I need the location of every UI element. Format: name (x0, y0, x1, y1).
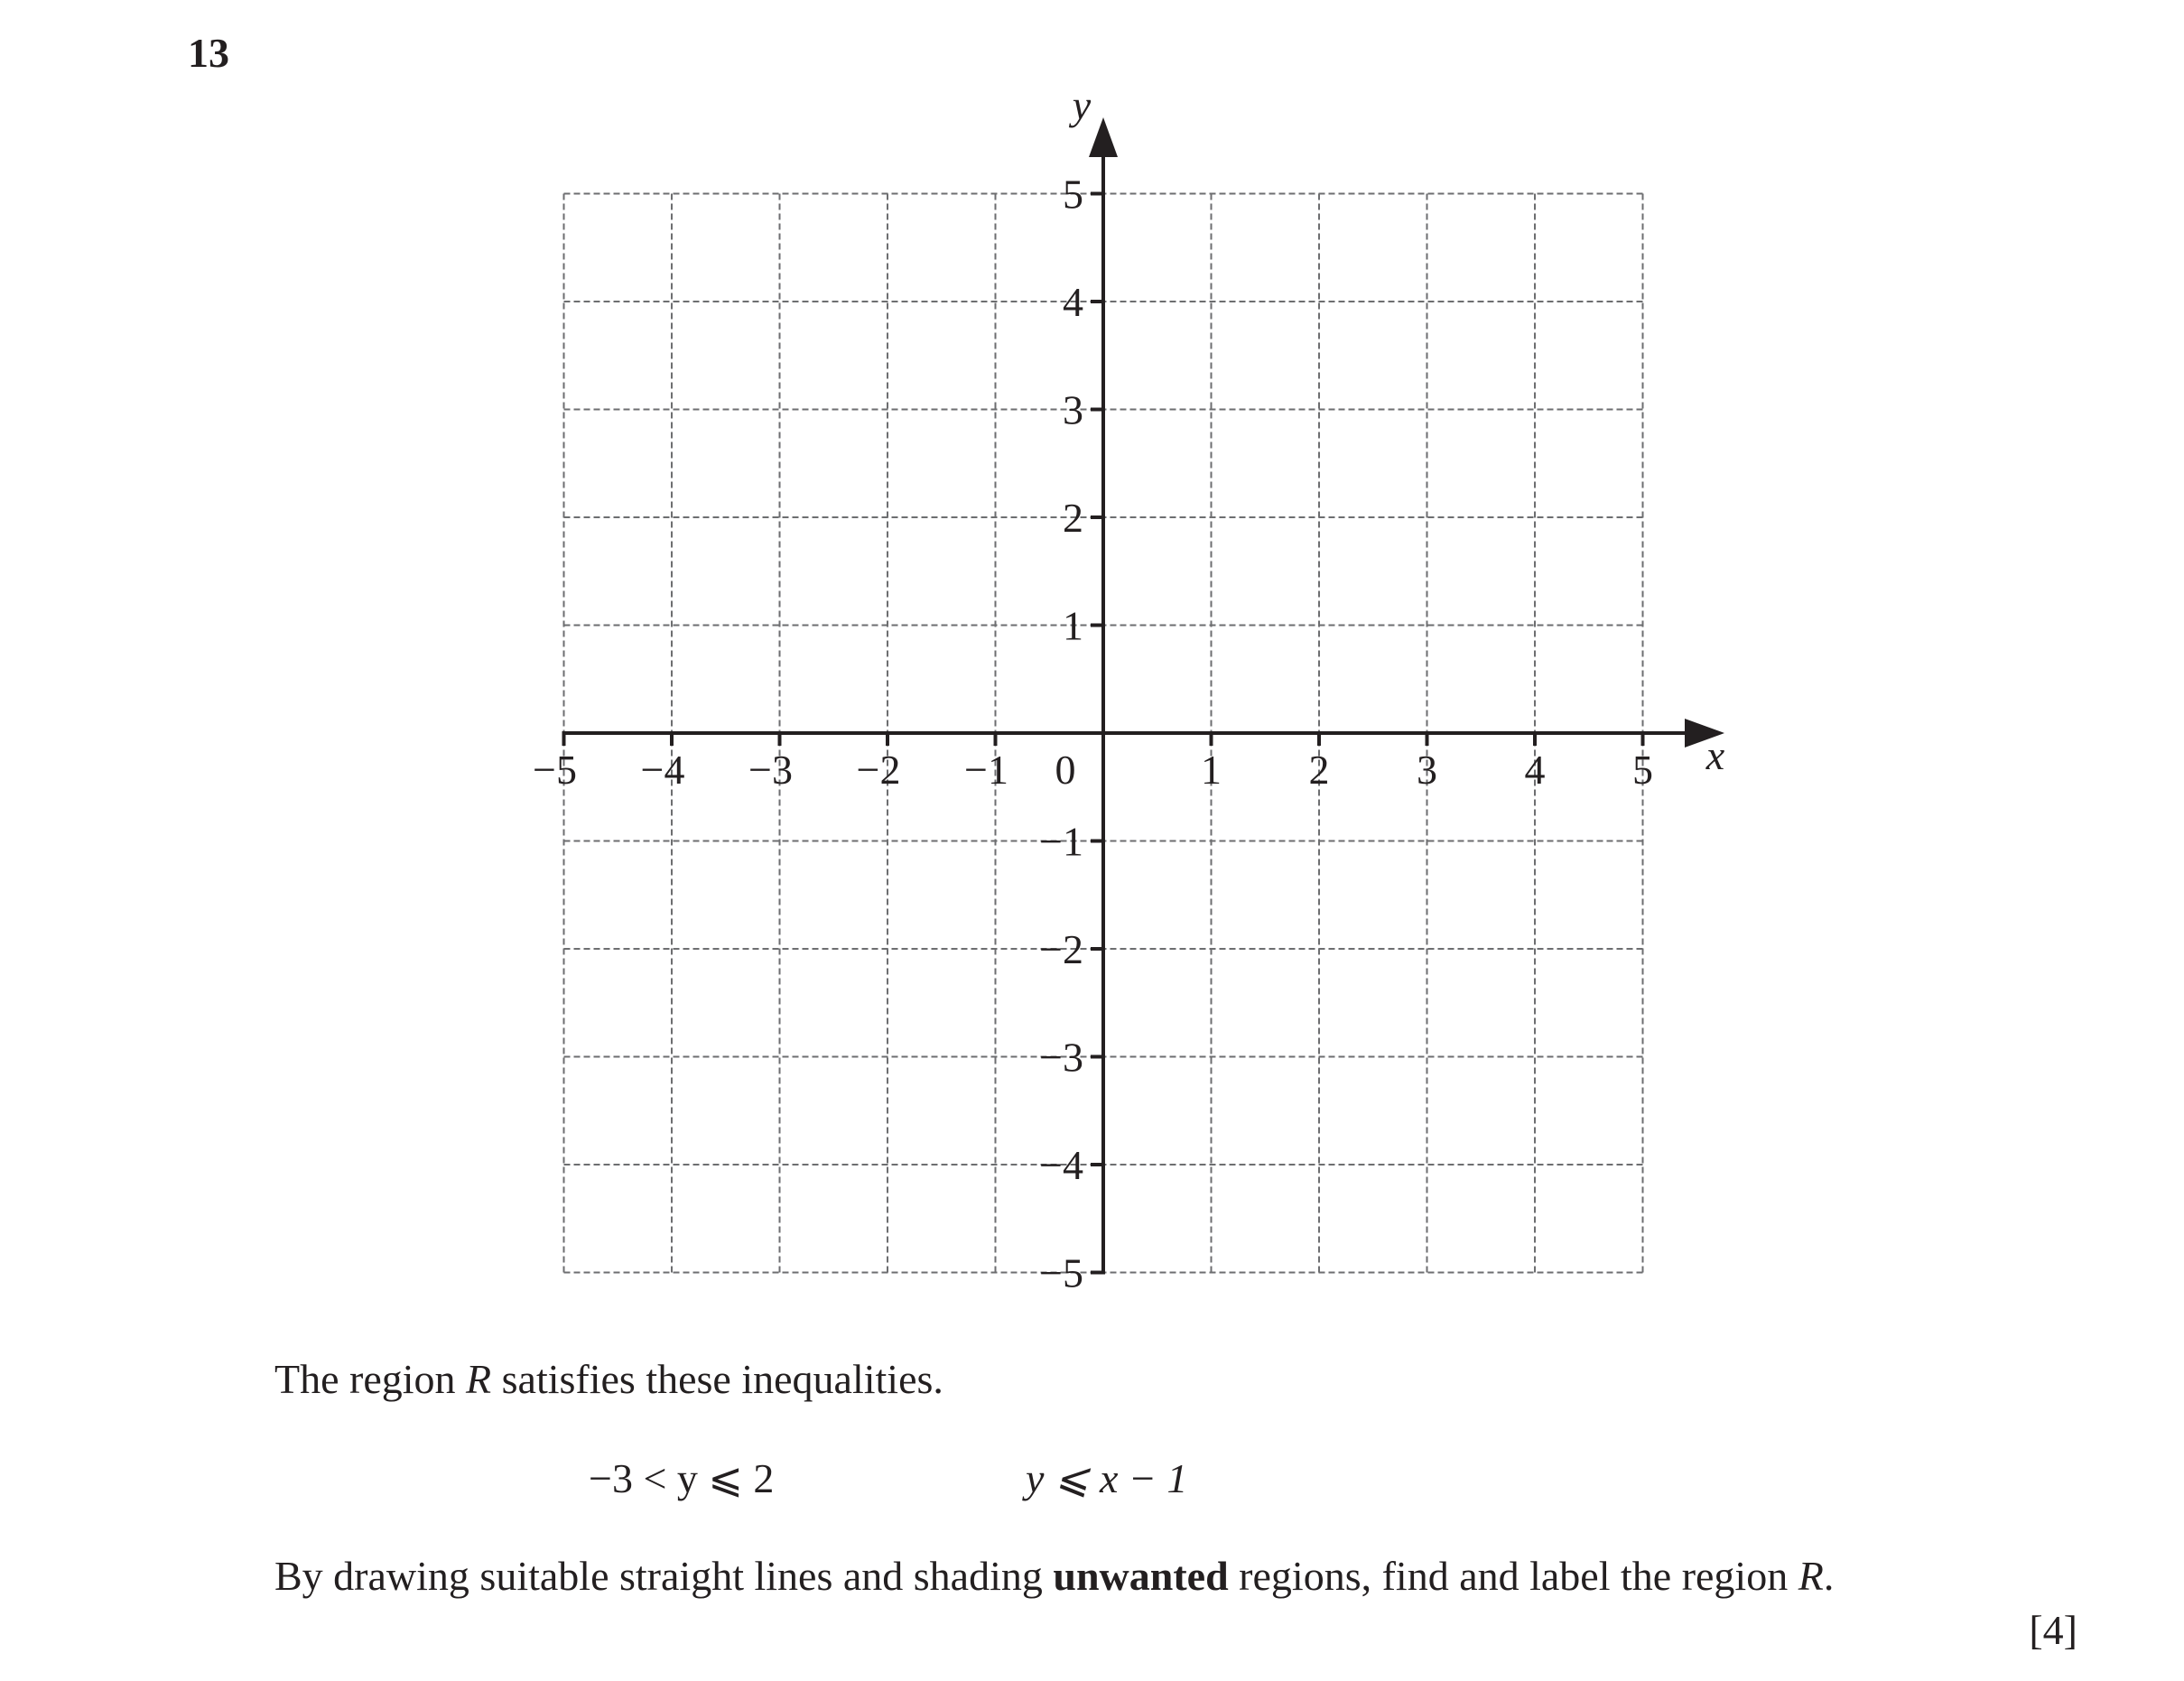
instruction-emphasis: unwanted (1053, 1553, 1229, 1599)
y-tick-label: −5 (1039, 1249, 1083, 1296)
axes (562, 117, 1725, 1275)
x-tick-label: 3 (1417, 747, 1437, 793)
y-tick-label: 1 (1063, 602, 1083, 649)
x-tick-label: 1 (1201, 747, 1222, 793)
y-tick-label: 3 (1063, 386, 1083, 433)
region-variable: R (1798, 1553, 1824, 1599)
x-tick-label: −5 (533, 747, 577, 793)
instruction-text (274, 1551, 1834, 1601)
x-axis-label: x (1705, 732, 1725, 778)
x-tick-label: 2 (1308, 747, 1330, 793)
inequality-2: y ⩽ x − 1 (1026, 1455, 1188, 1501)
marks-label: [4] (2029, 1607, 2077, 1653)
y-tick-label: −1 (1039, 818, 1083, 865)
y-axis-label: y (1072, 82, 1092, 128)
instruction-text-part: By drawing suitable straight lines and shading (274, 1553, 1054, 1599)
y-tick-label: 5 (1063, 171, 1083, 218)
y-tick-label: −3 (1039, 1034, 1083, 1081)
question-number: 13 (188, 30, 229, 76)
x-tick-label: −3 (748, 747, 793, 793)
x-tick-labels (533, 747, 1653, 793)
x-tick-label: 5 (1632, 747, 1653, 793)
intro-text-part: The region (274, 1356, 467, 1402)
x-tick-label: −1 (964, 747, 1008, 793)
x-tick-label: −2 (856, 747, 901, 793)
intro-text (274, 1354, 943, 1404)
region-variable: R (466, 1356, 492, 1402)
intro-text-part: satisfies these inequalities. (491, 1356, 943, 1402)
y-tick-label: 2 (1063, 495, 1083, 541)
y-tick-label: 4 (1063, 279, 1083, 325)
instruction-text-part: regions, find and label the region (1228, 1553, 1798, 1599)
y-axis-arrowhead (1089, 117, 1118, 157)
inequality-1: −3 < y ⩽ 2 (589, 1455, 775, 1501)
instruction-text-part: . (1823, 1553, 1835, 1599)
y-tick-label: −4 (1039, 1142, 1083, 1188)
x-tick-label: −4 (640, 747, 685, 793)
y-tick-label: −2 (1039, 926, 1083, 972)
x-tick-label: 4 (1524, 747, 1546, 793)
origin-label: 0 (1055, 747, 1076, 793)
